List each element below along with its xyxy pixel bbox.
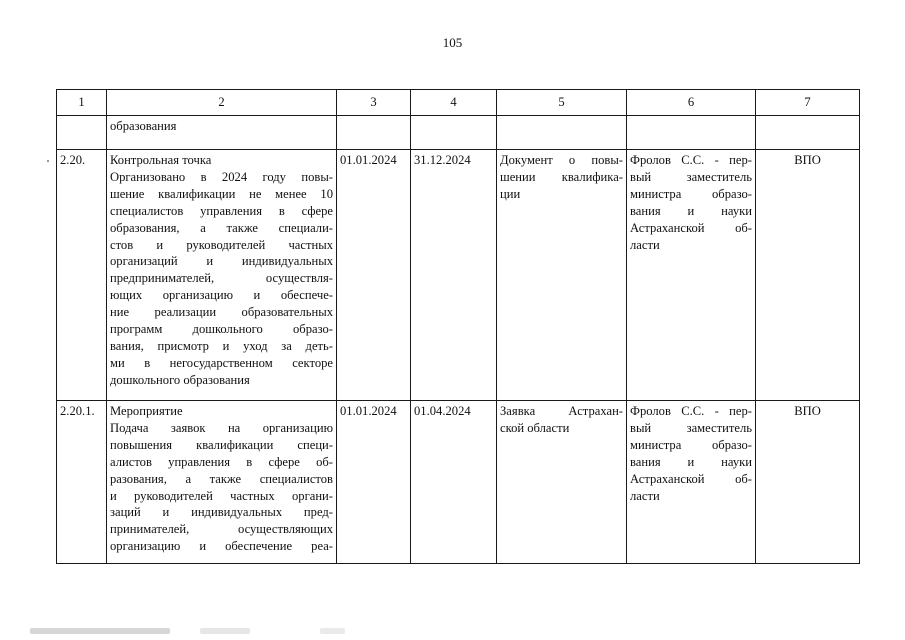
desc-line: стов и руководителей частных	[110, 237, 333, 252]
desc-line: организацию и обеспечение реа-	[110, 539, 333, 554]
scan-artifact	[30, 628, 170, 634]
result	[497, 401, 627, 564]
responsible-line: ласти	[630, 488, 660, 503]
desc-line: шение квалификации не менее 10	[110, 186, 333, 201]
item-description	[107, 150, 337, 401]
header-col-7: 7	[756, 90, 860, 116]
item-title: Контрольная точка	[110, 153, 212, 167]
item-number: 2.20.1.	[57, 401, 107, 564]
desc-line: Организовано в 2024 году повы-	[110, 169, 333, 184]
table-row	[57, 150, 860, 401]
header-col-3: 3	[337, 90, 411, 116]
result-line: шении квалифика-	[500, 169, 623, 184]
responsible-line: Астраханской об-	[630, 220, 752, 235]
scan-artifact	[200, 628, 250, 634]
responsible-line: Фролов С.С. - пер-	[630, 404, 752, 418]
plan-table	[56, 89, 860, 564]
header-col-5: 5	[497, 90, 627, 116]
item-number: 2.20.	[57, 150, 107, 401]
cell	[627, 116, 756, 150]
header-col-1: 1	[57, 90, 107, 116]
item-description	[107, 401, 337, 564]
result-line: ции	[500, 186, 521, 201]
desc-line: ми в негосударственном секторе	[110, 355, 333, 370]
end-date: 01.04.2024	[411, 401, 497, 564]
desc-line: предпринимателей, осуществля-	[110, 271, 333, 286]
desc-line: принимателей, осуществляющих	[110, 522, 333, 537]
desc-line: дошкольного образования	[110, 372, 250, 387]
item-title: Мероприятие	[110, 404, 183, 418]
cell	[756, 116, 860, 150]
end-date: 31.12.2024	[411, 150, 497, 401]
continuation-row	[57, 116, 860, 150]
responsible-line: вый заместитель	[630, 420, 752, 435]
responsible-line: министра образо-	[630, 437, 752, 452]
desc-line: алистов управления в сфере об-	[110, 454, 333, 469]
result-line: Документ о повы-	[500, 153, 623, 167]
control-type: ВПО	[756, 150, 860, 401]
responsible-line: ласти	[630, 237, 660, 252]
desc-line: и руководителей частных органи-	[110, 488, 333, 503]
cell	[411, 116, 497, 150]
desc-line: разования, а также специалистов	[110, 471, 333, 486]
desc-line: ющих организацию и обеспече-	[110, 288, 333, 303]
cell	[107, 116, 337, 150]
desc-line: образования, а также специали-	[110, 220, 333, 235]
start-date: 01.01.2024	[337, 150, 411, 401]
desc-line: ние реализации образовательных	[110, 305, 333, 320]
result	[497, 150, 627, 401]
responsible	[627, 401, 756, 564]
header-col-2: 2	[107, 90, 337, 116]
desc-line: программ дошкольного образо-	[110, 322, 333, 337]
continuation-text: образования	[110, 119, 177, 133]
responsible-line: вый заместитель	[630, 169, 752, 184]
desc-line: заций и индивидуальных пред-	[110, 505, 333, 520]
desc-line: повышения квалификации специ-	[110, 437, 333, 452]
table-header-row	[57, 90, 860, 116]
cell	[57, 116, 107, 150]
header-col-6: 6	[627, 90, 756, 116]
header-col-4: 4	[411, 90, 497, 116]
desc-line: вания, присмотр и уход за деть-	[110, 338, 333, 353]
cell	[497, 116, 627, 150]
scan-artifact	[320, 628, 345, 634]
responsible-line: вания и науки	[630, 203, 752, 218]
responsible-line: Фролов С.С. - пер-	[630, 153, 752, 167]
desc-line: специалистов управления в сфере	[110, 203, 333, 218]
table-row	[57, 401, 860, 564]
responsible-line: вания и науки	[630, 454, 752, 469]
desc-line: Подача заявок на организацию	[110, 420, 333, 435]
cell	[337, 116, 411, 150]
scan-speck	[47, 160, 49, 162]
responsible	[627, 150, 756, 401]
control-type: ВПО	[756, 401, 860, 564]
page-number: 105	[442, 35, 463, 50]
desc-line: организаций и индивидуальных	[110, 254, 333, 269]
responsible-line: министра образо-	[630, 186, 752, 201]
responsible-line: Астраханской об-	[630, 471, 752, 486]
start-date: 01.01.2024	[337, 401, 411, 564]
result-line: Заявка Астрахан-	[500, 404, 623, 418]
item-description-text	[110, 403, 333, 563]
result-line: ской области	[500, 420, 570, 435]
